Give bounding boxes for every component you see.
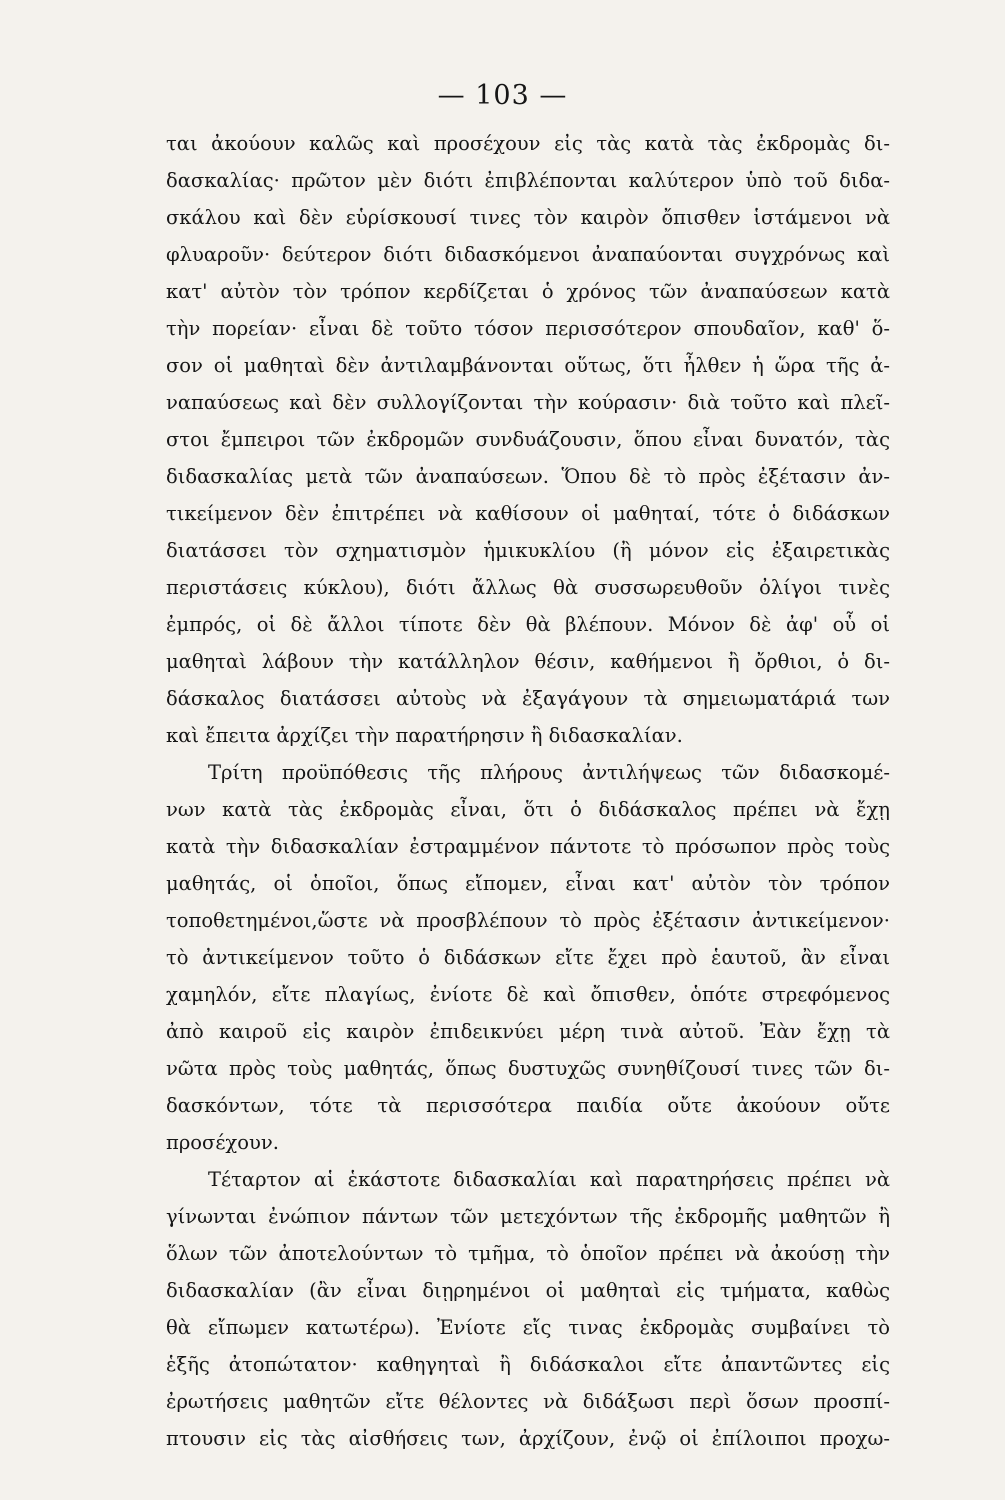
text-line: χαμηλόν, εἴτε πλαγίως, ἐνίοτε δὲ καὶ ὄπισθεν, ὁπότε στρεφόμενος <box>166 983 890 1006</box>
text-line: τὸ ἀντικείμενον τοῦτο ὁ διδάσκων εἴτε ἔχει πρὸ ἑαυτοῦ, ἂν εἶναι <box>166 946 890 969</box>
text-line: ἀπὸ καιροῦ εἰς καιρὸν ἐπιδεικνύει μέρη τινὰ αὐτοῦ. Ἐὰν ἔχῃ τὰ <box>166 1020 890 1043</box>
text-line: ἐρωτήσεις μαθητῶν εἴτε θέλοντες νὰ διδάξωσι περὶ ὅσων προσπί- <box>166 1390 890 1413</box>
text-line: νων κατὰ τὰς ἐκδρομὰς εἶναι, ὅτι ὁ διδάσκαλος πρέπει νὰ ἔχῃ <box>166 798 890 821</box>
text-line: διατάσσει τὸν σχηματισμὸν ἡμικυκλίου (ἢ μόνον εἰς ἐξαιρετικὰς <box>166 539 890 562</box>
text-line: προσέχουν. <box>166 1131 279 1154</box>
text-line: πτουσιν εἰς τὰς αἰσθήσεις των, ἀρχίζουν, ἐνῷ οἱ ἐπίλοιποι προχω- <box>166 1427 890 1450</box>
paragraph-start-line: Τέταρτον αἱ ἑκάστοτε διδασκαλίαι καὶ παρατηρήσεις πρέπει νὰ <box>208 1168 890 1191</box>
text-line: θὰ εἴπωμεν κατωτέρω). Ἐνίοτε εἴς τινας ἐκδρομὰς συμβαίνει τὸ <box>166 1316 890 1339</box>
text-line: ἑξῆς ἀτοπώτατον· καθηγηταὶ ἢ διδάσκαλοι εἴτε ἀπαντῶντες εἰς <box>166 1353 890 1376</box>
text-line: διδασκαλίας μετὰ τῶν ἀναπαύσεων. Ὅπου δὲ τὸ πρὸς ἐξέτασιν ἀν- <box>166 465 890 488</box>
text-line: σκάλου καὶ δὲν εὑρίσκουσί τινες τὸν καιρὸν ὄπισθεν ἱστάμενοι νὰ <box>166 206 890 229</box>
text-line: ὅλων τῶν ἀποτελούντων τὸ τμῆμα, τὸ ὁποῖον πρέπει νὰ ἀκούσῃ τὴν <box>166 1242 890 1265</box>
page-number: — 103 — <box>437 80 568 111</box>
body-text <box>166 125 890 1457</box>
text-line: ναπαύσεως καὶ δὲν συλλογίζονται τὴν κούρασιν· διὰ τοῦτο καὶ πλεῖ- <box>166 391 890 414</box>
text-line: καὶ ἔπειτα ἀρχίζει τὴν παρατήρησιν ἢ διδασκαλίαν. <box>166 724 683 747</box>
text-line: μαθηταὶ λάβουν τὴν κατάλληλον θέσιν, καθήμενοι ἢ ὄρθιοι, ὁ δι- <box>166 650 890 673</box>
text-line: δασκόντων, τότε τὰ περισσότερα παιδία οὔτε ἀκούουν οὔτε <box>166 1094 890 1117</box>
text-line: τικείμενον δὲν ἐπιτρέπει νὰ καθίσουν οἱ μαθηταί, τότε ὁ διδάσκων <box>166 502 890 525</box>
text-line: σον οἱ μαθηταὶ δὲν ἀντιλαμβάνονται οὕτως, ὅτι ἦλθεν ἡ ὥρα τῆς ἀ- <box>166 354 890 377</box>
text-line: μαθητάς, οἱ ὁποῖοι, ὅπως εἴπομεν, εἶναι κατ' αὐτὸν τὸν τρόπον <box>166 872 890 895</box>
text-line: τοποθετημένοι,ὥστε νὰ προσβλέπουν τὸ πρὸς ἐξέτασιν ἀντικείμενον· <box>166 909 890 932</box>
text-line: στοι ἔμπειροι τῶν ἐκδρομῶν συνδυάζουσιν, ὅπου εἶναι δυνατόν, τὰς <box>166 428 890 451</box>
text-line: κατ' αὐτὸν τὸν τρόπον κερδίζεται ὁ χρόνος τῶν ἀναπαύσεων κατὰ <box>166 280 890 303</box>
text-line: ἐμπρός, οἱ δὲ ἄλλοι τίποτε δὲν θὰ βλέπουν. Μόνον δὲ ἀφ' οὗ οἱ <box>166 613 890 636</box>
text-line: δάσκαλος διατάσσει αὐτοὺς νὰ ἐξαγάγουν τὰ σημειωματάριά των <box>166 687 890 710</box>
paragraph-start-line: Τρίτη προϋπόθεσις τῆς πλήρους ἀντιλήψεως τῶν διδασκομέ- <box>208 761 890 784</box>
text-line: γίνωνται ἐνώπιον πάντων τῶν μετεχόντων τῆς ἐκδρομῆς μαθητῶν ἢ <box>166 1205 890 1228</box>
text-line: διδασκαλίαν (ἂν εἶναι διῃρημένοι οἱ μαθηταὶ εἰς τμήματα, καθὼς <box>166 1279 890 1302</box>
text-line: τὴν πορείαν· εἶναι δὲ τοῦτο τόσον περισσότερον σπουδαῖον, καθ' ὅ- <box>166 317 890 340</box>
text-line: νῶτα πρὸς τοὺς μαθητάς, ὅπως δυστυχῶς συνηθίζουσί τινες τῶν δι- <box>166 1057 890 1080</box>
text-line: δασκαλίας· πρῶτον μὲν διότι ἐπιβλέπονται καλύτερον ὑπὸ τοῦ διδα- <box>166 169 890 192</box>
text-line: φλυαροῦν· δεύτερον διότι διδασκόμενοι ἀναπαύονται συγχρόνως καὶ <box>166 243 890 266</box>
text-line: κατὰ τὴν διδασκαλίαν ἐστραμμένον πάντοτε τὸ πρόσωπον πρὸς τοὺς <box>166 835 890 858</box>
text-line: περιστάσεις κύκλου), διότι ἄλλως θὰ συσσωρευθοῦν ὀλίγοι τινὲς <box>166 576 890 599</box>
text-line: ται ἀκούουν καλῶς καὶ προσέχουν εἰς τὰς κατὰ τὰς ἐκδρομὰς δι- <box>166 132 890 155</box>
